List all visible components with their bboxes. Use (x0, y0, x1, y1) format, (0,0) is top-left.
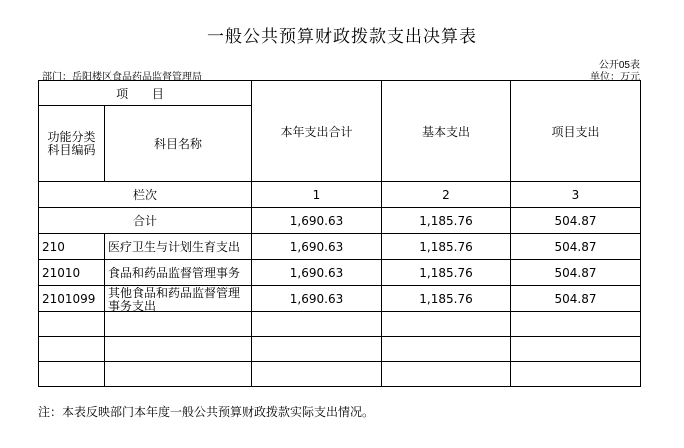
total-project: 504.87 (511, 208, 641, 234)
total-row (39, 208, 641, 234)
header-total: 本年支出合计 (252, 81, 382, 182)
row-project: 504.87 (511, 286, 641, 312)
column-index-1: 1 (252, 182, 382, 208)
form-number: 公开05表 (598, 60, 640, 71)
column-index-3: 3 (511, 182, 641, 208)
header-project: 项目支出 (511, 81, 641, 182)
header-function-code: 功能分类科目编码 (39, 106, 105, 182)
expenditure-table (38, 80, 641, 387)
header-item: 项 目 (39, 81, 252, 106)
table-row (39, 286, 641, 312)
empty-row (39, 337, 641, 362)
total-label: 合计 (39, 208, 252, 234)
footnote: 注：本表反映部门本年度一般公共预算财政拨款实际支出情况。 (38, 405, 375, 419)
department-label: 部门：岳阳楼区食品药品监督管理局 (42, 72, 202, 83)
row-total: 1,690.63 (252, 286, 382, 312)
row-basic: 1,185.76 (382, 260, 511, 286)
column-index-row (39, 182, 641, 208)
row-project: 504.87 (511, 260, 641, 286)
table-row (39, 234, 641, 260)
row-code: 210 (39, 234, 105, 260)
report-title: 一般公共预算财政拨款支出决算表 (207, 27, 477, 47)
row-code: 2101099 (39, 286, 105, 312)
table-row (39, 260, 641, 286)
column-index-label: 栏次 (39, 182, 252, 208)
row-name-text: 其他食品和药品监督管理事务支出 (108, 286, 241, 311)
empty-row (39, 312, 641, 337)
row-name: 食品和药品监督管理事务 (105, 260, 252, 286)
row-name: 医疗卫生与计划生育支出 (105, 234, 252, 260)
total-basic: 1,185.76 (382, 208, 511, 234)
empty-row (39, 362, 641, 387)
row-total: 1,690.63 (252, 234, 382, 260)
row-basic: 1,185.76 (382, 286, 511, 312)
column-index-2: 2 (382, 182, 511, 208)
total-amount: 1,690.63 (252, 208, 382, 234)
header-subject-name: 科目名称 (105, 106, 252, 182)
header-row-top (39, 81, 641, 106)
row-code: 21010 (39, 260, 105, 286)
unit-label: 单位：万元 (590, 72, 640, 83)
row-total: 1,690.63 (252, 260, 382, 286)
row-basic: 1,185.76 (382, 234, 511, 260)
header-basic: 基本支出 (382, 81, 511, 182)
row-name (105, 286, 252, 312)
row-project: 504.87 (511, 234, 641, 260)
